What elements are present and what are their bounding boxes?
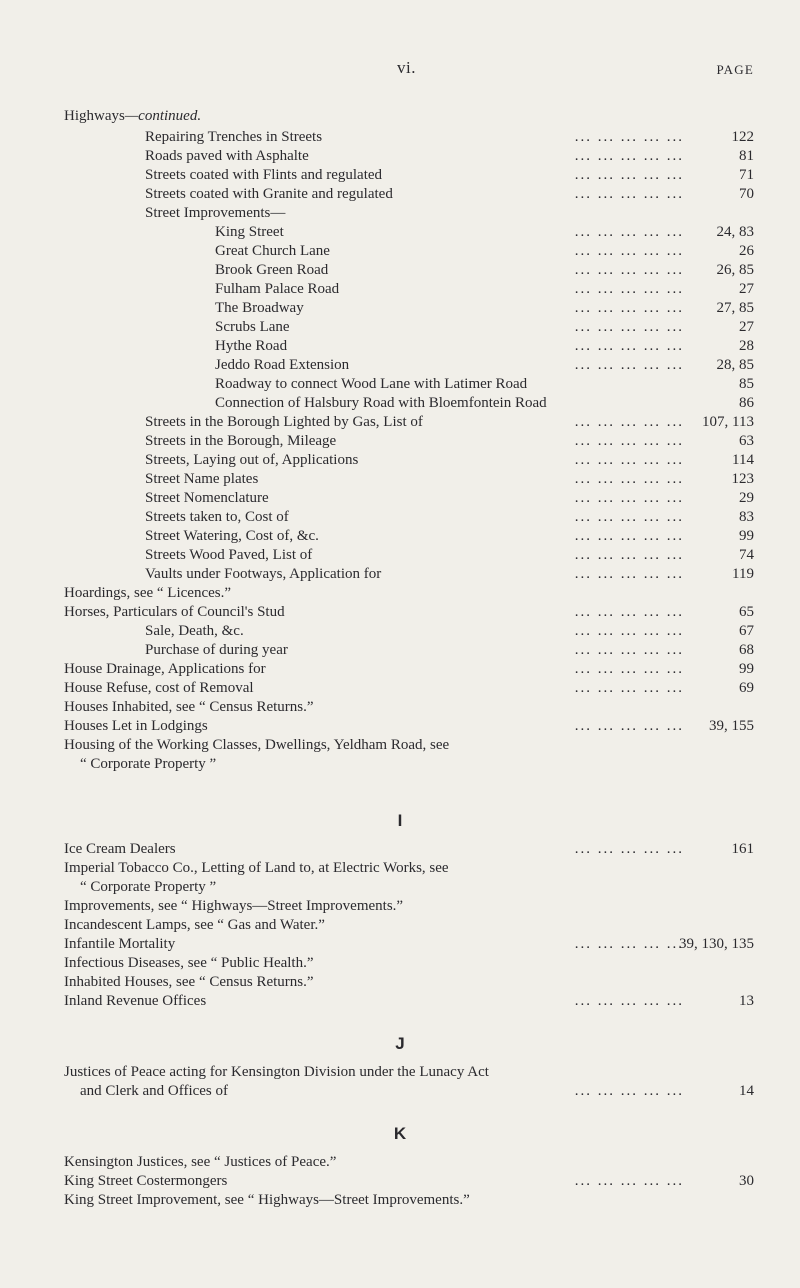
dot-leader: ... ... ... ... ... [574,1173,684,1189]
entry-text: Streets in the Borough, Mileage [145,433,337,449]
entry-page-ref: 27 [739,281,754,297]
entry-text: and Clerk and Offices of [80,1083,229,1099]
entry-text: King Street Improvement, see “ Highways—Street Improvements.” [64,1192,470,1208]
entry-text: Street Name plates [145,471,259,487]
entry-text: Connection of Halsbury Road with Bloemfontein Road [215,395,547,411]
entry-page-ref: 99 [739,661,754,677]
entry-page-ref: 81 [739,148,754,164]
dot-leader: ... ... ... ... ... [574,452,684,468]
dot-leader: ... ... ... ... ... [574,841,684,857]
index-entry [0,717,800,736]
dot-leader: ... ... ... ... ... [574,414,684,430]
index-entry [0,878,800,897]
index-entry [0,897,800,916]
dot-leader: ... ... ... ... ... [574,262,684,278]
page-header [0,58,800,82]
index-entry [0,128,800,147]
entry-page-ref: 123 [731,471,754,487]
entry-page-ref: 99 [739,528,754,544]
dot-leader: ... ... ... ... ... [574,623,684,639]
entry-text: Scrubs Lane [215,319,290,335]
index-entry [0,166,800,185]
index-entry [0,603,800,622]
entry-page-ref: 26 [739,243,754,259]
index-entry [0,470,800,489]
entry-text: Street Watering, Cost of, &c. [145,528,319,544]
index-entry [0,840,800,859]
entry-text: Ice Cream Dealers [64,841,176,857]
entry-text: King Street [215,224,284,240]
entry-page-ref: 39, 155 [709,718,754,734]
index-entry [0,451,800,470]
street-improvements-entries [0,223,800,413]
entry-text: Hoardings, see “ Licences.” [64,585,232,601]
entry-text: Roads paved with Asphalte [145,148,309,164]
streets-entries [0,413,800,584]
entry-page-ref: 122 [731,129,754,145]
entry-page-ref: 24, 83 [716,224,754,240]
entry-text: Houses Let in Lodgings [64,718,208,734]
index-entry [0,337,800,356]
h-entries [0,584,800,774]
index-entry [0,242,800,261]
entry-page-ref: 30 [739,1173,754,1189]
entry-text: Hythe Road [215,338,288,354]
entry-page-ref: 26, 85 [716,262,754,278]
entry-page-ref: 70 [739,186,754,202]
entry-page-ref: 74 [739,547,754,563]
highways-heading [0,107,800,128]
entry-text: Improvements, see “ Highways—Street Improvements.” [64,898,404,914]
entry-page-ref: 67 [739,623,754,639]
dot-leader: ... ... ... ... ... [574,490,684,506]
index-entry [0,489,800,508]
entry-page-ref: 63 [739,433,754,449]
dot-leader: ... ... ... ... ... [574,471,684,487]
dot-leader: ... ... ... ... ... [574,433,684,449]
entry-page-ref: 29 [739,490,754,506]
index-entry [0,1082,800,1101]
index-entry [0,679,800,698]
entry-page-ref: 85 [739,376,754,392]
entry-text: Houses Inhabited, see “ Census Returns.” [64,699,314,715]
index-entry [0,413,800,432]
entry-page-ref: 27 [739,319,754,335]
highways-entries [0,128,800,223]
highways-heading-main: Highways [64,108,125,124]
index-entry [0,698,800,717]
entry-page-ref: 39, 130, 135 [679,936,754,952]
dot-leader: ... ... ... ... ... [574,680,684,696]
entry-text: Kensington Justices, see “ Justices of Peace.” [64,1154,337,1170]
index-entry [0,394,800,413]
entry-text: Justices of Peace acting for Kensington Division under the Lunacy Act [64,1064,489,1080]
entry-text: Brook Green Road [215,262,329,278]
index-entry [0,432,800,451]
entry-page-ref: 28 [739,338,754,354]
index-entry [0,546,800,565]
index-entry [0,641,800,660]
page-number: vi. [397,58,416,77]
entry-text: Streets coated with Granite and regulated [145,186,393,202]
page-column-label: PAGE [716,62,754,77]
entry-text: Horses, Particulars of Council's Stud [64,604,285,620]
index-entry [0,508,800,527]
entry-page-ref: 13 [739,993,754,1009]
dot-leader: ... ... ... ... ... [574,1083,684,1099]
entry-text: House Refuse, cost of Removal [64,680,254,696]
index-entry [0,280,800,299]
index-entry [0,147,800,166]
k-entries [0,1153,800,1210]
entry-page-ref: 69 [739,680,754,696]
dot-leader: ... ... ... ... ... [574,129,684,145]
entry-page-ref: 83 [739,509,754,525]
entry-page-ref: 86 [739,395,754,411]
entry-text: Imperial Tobacco Co., Letting of Land to, at Electric Works, see [64,860,449,876]
index-entry [0,1172,800,1191]
index-entry [0,261,800,280]
index-entry [0,185,800,204]
index-entry [0,527,800,546]
entry-page-ref: 27, 85 [716,300,754,316]
dot-leader: ... ... ... ... ... [574,509,684,525]
index-content [0,107,800,1210]
index-entry [0,204,800,223]
entry-text: Great Church Lane [215,243,330,259]
section-letter-j: J [395,1034,405,1053]
entry-text: Streets taken to, Cost of [145,509,289,525]
index-entry [0,375,800,394]
index-entry [0,223,800,242]
index-entry [0,318,800,337]
index-entry [0,916,800,935]
index-entry [0,1063,800,1082]
entry-text: Streets, Laying out of, Applications [145,452,359,468]
entry-text: Repairing Trenches in Streets [145,129,323,145]
dot-leader: ... ... ... ... ... [574,661,684,677]
j-entries [0,1063,800,1101]
entry-text: House Drainage, Applications for [64,661,266,677]
entry-text: Incandescent Lamps, see “ Gas and Water.” [64,917,325,933]
index-entry [0,973,800,992]
entry-text: Inhabited Houses, see “ Census Returns.” [64,974,314,990]
entry-text: Streets coated with Flints and regulated [145,167,383,183]
dot-leader: ... ... ... ... ... [574,547,684,563]
index-entry [0,736,800,755]
index-entry [0,660,800,679]
entry-text: Roadway to connect Wood Lane with Latimer Road [215,376,528,392]
entry-text: “ Corporate Property ” [80,879,217,895]
entry-text: Streets Wood Paved, List of [145,547,313,563]
dot-leader: ... ... ... ... ... [574,148,684,164]
entry-page-ref: 119 [732,566,754,582]
index-entry [0,622,800,641]
entry-page-ref: 114 [732,452,754,468]
entry-page-ref: 71 [739,167,754,183]
entry-text: Fulham Palace Road [215,281,340,297]
entry-text: Sale, Death, &c. [145,623,244,639]
entry-page-ref: 161 [731,841,754,857]
dot-leader: ... ... ... ... ... [574,300,684,316]
index-entry [0,584,800,603]
entry-text: Street Nomenclature [145,490,269,506]
entry-text: Housing of the Working Classes, Dwellings, Yeldham Road, see [64,737,450,753]
index-entry [0,954,800,973]
index-entry [0,1191,800,1210]
dot-leader: ... ... ... ... ... [574,243,684,259]
dot-leader: ... ... ... ... ... [574,281,684,297]
index-entry [0,356,800,375]
index-entry [0,859,800,878]
dot-leader: ... ... ... ... ... [574,338,684,354]
index-entry [0,755,800,774]
entry-page-ref: 28, 85 [716,357,754,373]
index-entry [0,565,800,584]
dot-leader: ... ... ... ... ... [574,319,684,335]
entry-text: Street Improvements— [145,205,286,221]
entry-text: Streets in the Borough Lighted by Gas, List of [145,414,423,430]
dot-leader: ... ... ... ... ... [574,936,684,952]
dot-leader: ... ... ... ... ... [574,604,684,620]
index-entry [0,992,800,1011]
dot-leader: ... ... ... ... ... [574,718,684,734]
dot-leader: ... ... ... ... ... [574,357,684,373]
dot-leader: ... ... ... ... ... [574,993,684,1009]
entry-text: Vaults under Footways, Application for [145,566,382,582]
entry-text: Inland Revenue Offices [64,993,207,1009]
entry-text: King Street Costermongers [64,1173,228,1189]
entry-text: Purchase of during year [145,642,288,658]
entry-page-ref: 68 [739,642,754,658]
dot-leader: ... ... ... ... ... [574,167,684,183]
entry-text: Infectious Diseases, see “ Public Health.” [64,955,314,971]
i-entries [0,840,800,1011]
index-entry [0,299,800,318]
entry-page-ref: 14 [739,1083,754,1099]
dot-leader: ... ... ... ... ... [574,642,684,658]
highways-heading-suffix: —continued. [124,108,202,124]
entry-text: “ Corporate Property ” [80,756,217,772]
dot-leader: ... ... ... ... ... [574,186,684,202]
entry-page-ref: 107, 113 [702,414,754,430]
entry-text: Jeddo Road Extension [215,357,350,373]
dot-leader: ... ... ... ... ... [574,224,684,240]
index-entry [0,1153,800,1172]
section-letter-i: I [397,811,403,830]
entry-text: Infantile Mortality [64,936,176,952]
entry-text: The Broadway [215,300,304,316]
dot-leader: ... ... ... ... ... [574,566,684,582]
entry-page-ref: 65 [739,604,754,620]
dot-leader: ... ... ... ... ... [574,528,684,544]
section-letter-k: K [393,1124,407,1143]
index-entry [0,935,800,954]
